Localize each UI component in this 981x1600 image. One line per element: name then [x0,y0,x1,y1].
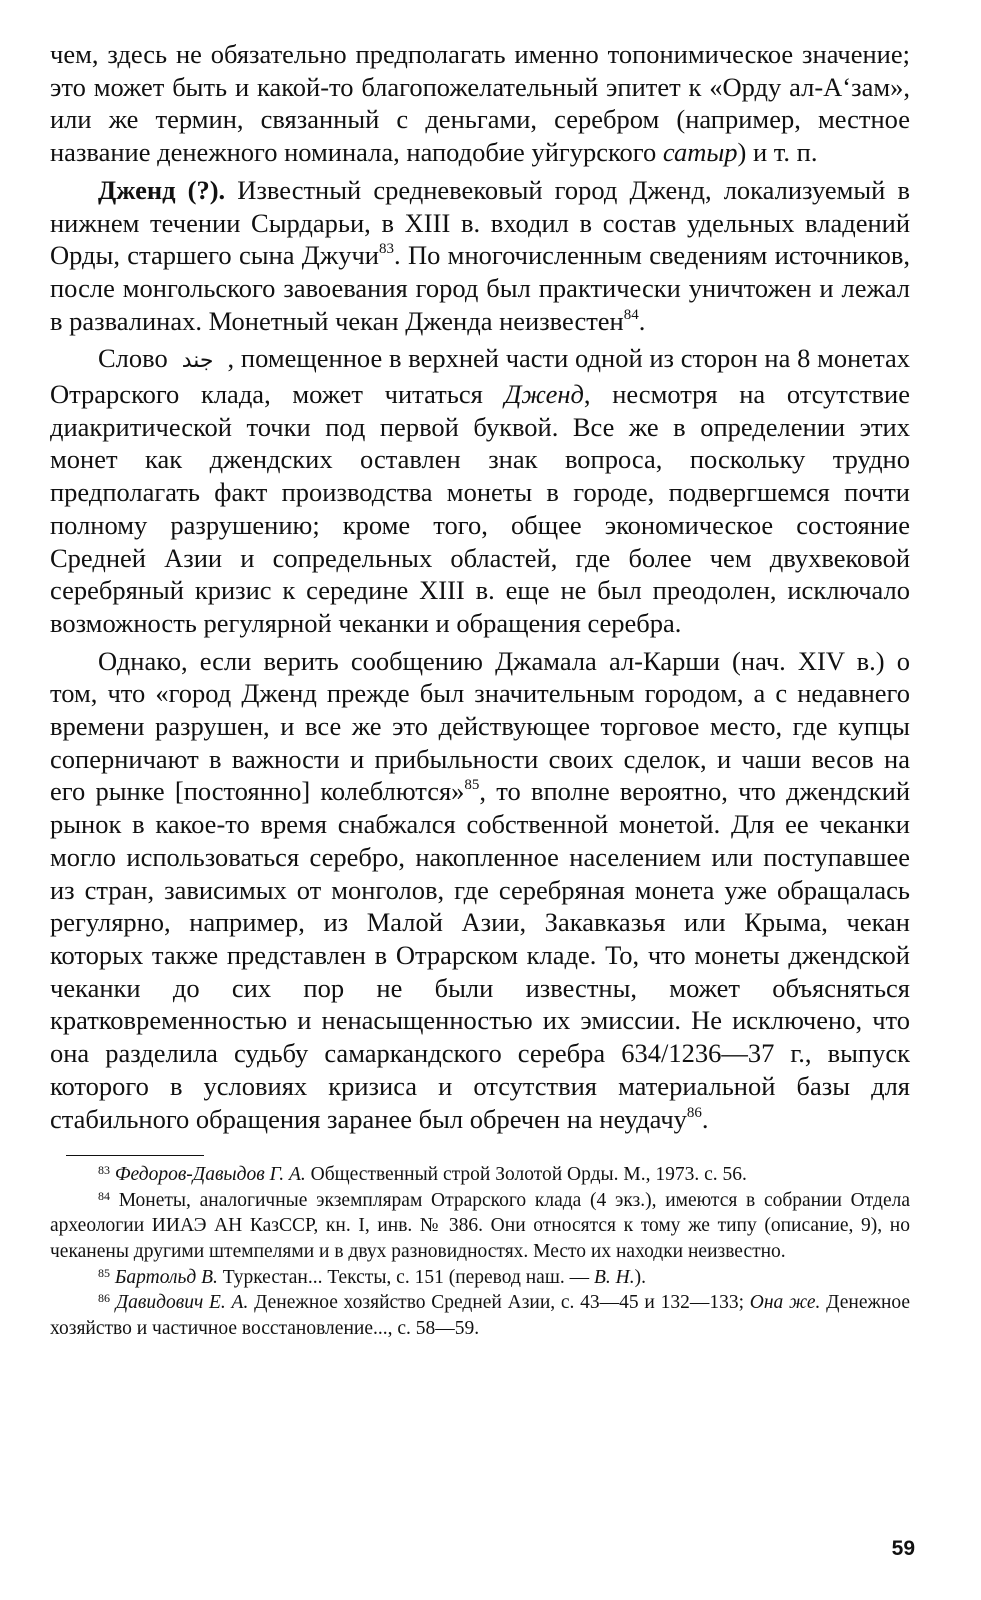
footnote-83 [50,1162,910,1188]
paragraph-1-text: чем, здесь не обязательно предполагать именно топонимическое значение; это может быть и какой-то благопожелательный эпитет к «Орду ал-А‘зам», или же термин, связанный с деньгами, серебром (например, местное название денежного номинала, наподобие уйгурского [50,39,910,168]
footnote-86-author: Давидович Е. А. [115,1292,249,1314]
footnote-83-text: Общественный строй Золотой Орды. М., 1973. с. 56. [305,1164,747,1186]
paragraph-4-text-c: . [701,1103,709,1134]
paragraph-2-text-a: Известный средневековый город Дженд, локализуемый в нижнем течении Сырдарьи, в XIII в. входил в состав удельных владений Орды, старшего сына Джучи [50,174,910,271]
footnote-83-author: Федоров-Давыдов Г. А. [114,1164,306,1186]
footnote-ref-84: 84 [623,306,639,323]
page-content [50,38,910,1341]
footnote-84 [50,1188,910,1265]
footnote-ref-85: 85 [464,777,480,794]
footnote-86-italic: Она же. [749,1292,821,1314]
footnote-84-number: 84 [98,1188,110,1203]
footnote-85-initials: В. Н. [593,1266,635,1288]
arabic-word: جند [181,348,214,374]
footnote-86-number: 86 [98,1291,110,1306]
paragraph-1-end: ) и т. п. [737,137,818,168]
footnote-86-text-2: Денежное хозяйство и частичное восстановление..., с. 58—59. [50,1292,911,1339]
paragraph-4 [50,645,910,1136]
footnote-83-number: 83 [98,1163,110,1178]
paragraph-3-text-a: Слово [98,343,168,374]
footnote-85-number: 85 [98,1265,110,1280]
footnote-85-author: Бартольд В. [114,1266,218,1288]
footnote-86-text: Денежное хозяйство Средней Азии, с. 43—45 и 132—133; [248,1292,745,1314]
term-satyr: сатыр [662,137,738,168]
paragraph-1 [50,38,910,169]
footnote-85-text: Туркестан... Тексты, с. 151 (перевод наш. — [217,1266,590,1288]
footnote-divider [66,1155,204,1156]
paragraph-4-text-b: , то вполне вероятно, что джендский рынок в какое-то время снабжался собственной монетой. Для ее чеканки могло использоваться серебро, накопленное населением или поступавшее из стран, зависимых от монголов, где серебряная монета уже обращалась регулярно, например, из Малой Азии, Закавказья или Крыма, чекан которых также представлен в Отрарском кладе. То, что монеты джендской чеканки до сих пор не были известны, может объясняться кратковременностью и ненасыщенностью их эмиссии. Не исключено, что она разделила судьбу самаркандского серебра 634/1236—37 г., выпуск которого в условиях кризиса и отсутствия материальной базы для стабильного обращения заранее был обречен на неудачу [50,776,910,1134]
page-number: 59 [891,1537,915,1560]
footnote-85 [50,1265,910,1291]
paragraph-3-text-b: , помещенное в верхней части одной из сторон на 8 монетах Отрарского клада, может читаться [50,343,910,410]
paragraph-4-text-a: Однако, если верить сообщению Джамала ал-Карши (нач. XIV в.) о том, что «город Дженд прежде был значительным городом, а с недавнего времени разрушен, и все же это действующее торговое место, где купцы соперничают в важности и прибыльности своих сделок, и чаши весов на его рынке [постоянно] колеблются» [50,645,910,807]
paragraph-2 [50,174,910,338]
section-heading-jend: Дженд (?). [98,174,226,205]
footnote-ref-83: 83 [378,241,394,258]
paragraph-2-text-b: . По многочисленным сведениям источников, после монгольского завоевания город был практически уничтожен и лежал в развалинах. Монетный чекан Дженда неизвестен [50,240,910,336]
footnote-85-end: ). [634,1266,646,1288]
footnote-86 [50,1290,910,1341]
footnote-ref-86: 86 [686,1104,702,1121]
paragraph-3 [50,342,910,639]
paragraph-3-text-c: , несмотря на отсутствие диакритической точки под первой буквой. Все же в определении этих монет как джендских оставлен знак вопроса, поскольку трудно предполагать факт производства монеты в городе, подвергшемся почти полному разрушению; кроме того, общее экономическое состояние Средней Азии и сопредельных областей, где более чем двухвековой серебряный кризис к середине XIII в. еще не был преодолен, исключало возможность регулярной чеканки и обращения серебра. [50,379,911,638]
paragraph-2-text-c: . [638,305,646,336]
term-jend: Дженд [504,379,584,410]
footnote-84-text: Монеты, аналогичные экземплярам Отрарского клада (4 экз.), имеются в собрании Отдела археологии ИИАЭ АН КазССР, кн. I, инв. № 386. Они относятся к тому же типу (описание, 9), но чеканены другими штемпелями и в двух разновидностях. Место их находки неизвестно. [50,1189,910,1262]
